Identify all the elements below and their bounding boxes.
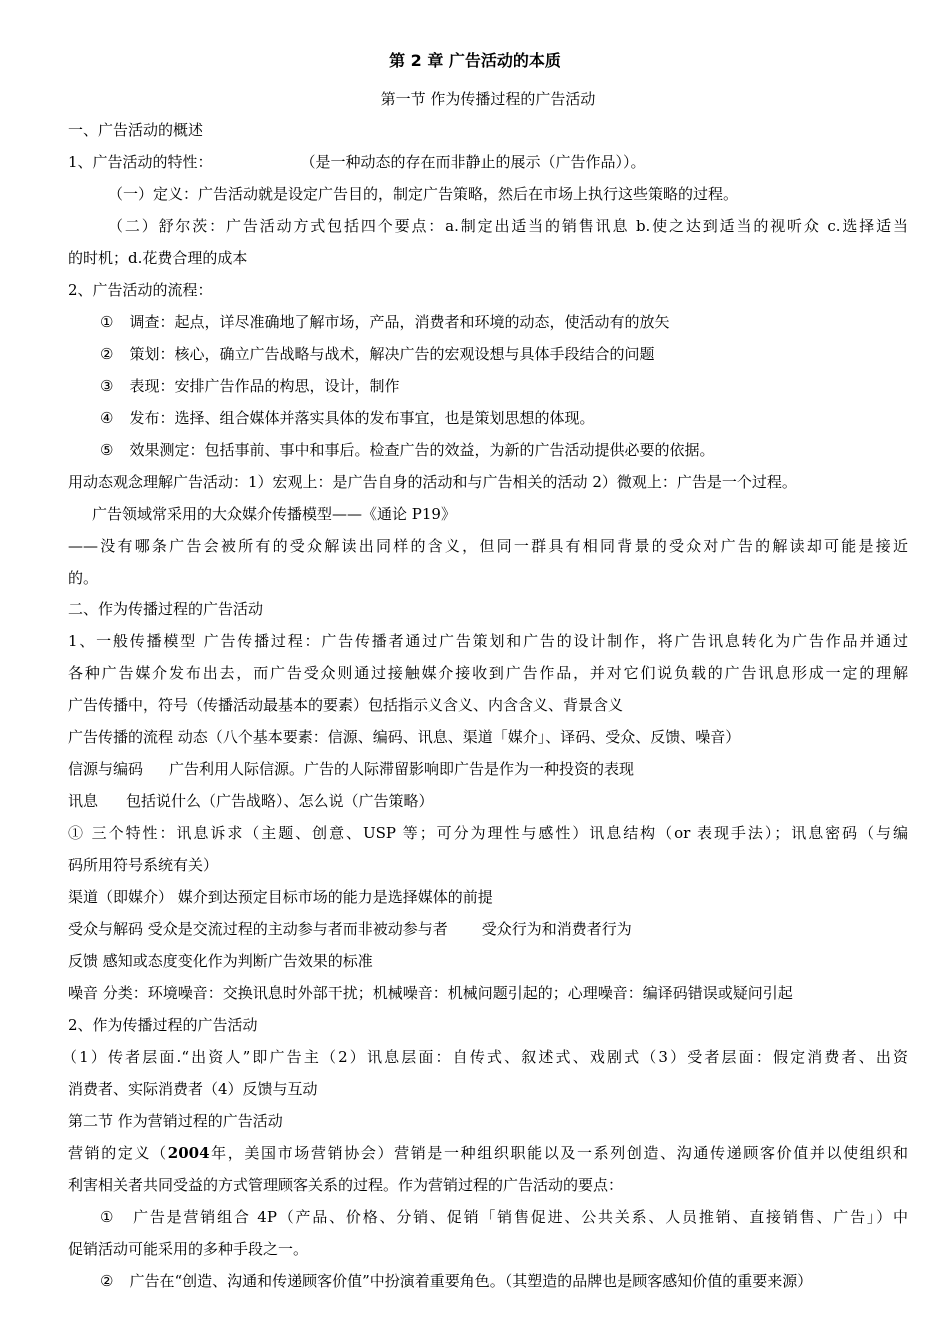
step-text: 策划：核心，确立广告战略与战术，解决广告的宏观设想与具体手段结合的问题	[129, 345, 655, 363]
definition-2-line-1: （二）舒尔茨：广告活动方式包括四个要点：a.制定出适当的销售讯息 b.使之达到适当的视听众 c.选择适当	[108, 217, 908, 235]
point-text: 广告在“创造、沟通和传递顾客价值”中扮演着重要角色。（其塑造的品牌也是顾客感知价值的重要来源）	[129, 1272, 813, 1290]
noise-line: 噪音 分类：环境噪音：交换讯息时外部干扰；机械噪音：机械问题引起的；心理噪音：编译码错误或疑问引起	[68, 984, 793, 1002]
section-heading-2: 第二节 作为营销过程的广告活动	[68, 1112, 283, 1130]
audience-line	[68, 919, 632, 939]
point-number: ①	[100, 1208, 116, 1226]
message-traits-line-2: 码所用符号系统有关）	[68, 856, 219, 874]
heading-communication-process: 2、作为传播过程的广告活动	[68, 1016, 258, 1034]
step-number: ④	[100, 409, 114, 427]
definition-2-line-2: 的时机；d.花费合理的成本	[68, 249, 248, 267]
step-text: 表现：安排广告作品的构思，设计，制作	[129, 377, 400, 395]
list-item	[100, 408, 594, 428]
heading-communication: 二、作为传播过程的广告活动	[68, 600, 264, 618]
message	[68, 791, 434, 811]
marketing-post: 年，美国市场营销协会）营销是一种组织职能以及一系列创造、沟通传递顾客价值并以使组织和	[209, 1144, 908, 1162]
list-item	[100, 344, 654, 364]
traits-label: 1、广告活动的特性：	[68, 153, 213, 171]
general-model-line-2: 各种广告媒介发布出去，而广告受众则通过接触媒介接收到广告作品，并对它们说负载的广告讯息形成一定的理解	[68, 664, 908, 682]
step-number: ②	[100, 345, 114, 363]
layers-line-1: （1）传者层面.“出资人”即广告主（2）讯息层面：自传式、叙述式、戏剧式（3）受者层面：假定消费者、出资	[62, 1048, 908, 1066]
feedback-line: 反馈 感知或态度变化作为判断广告效果的标准	[68, 952, 373, 970]
list-item	[100, 1271, 812, 1291]
audience-behavior: 受众行为和消费者行为	[481, 920, 632, 938]
marketing-year: 2004	[167, 1144, 210, 1162]
step-text: 效果测定：包括事前、事中和事后。检查广告的效益，为新的广告活动提供必要的依据。	[129, 441, 715, 459]
source-encoding	[68, 759, 634, 779]
list-item	[100, 1207, 908, 1227]
step-number: ③	[100, 377, 114, 395]
source-text: 广告利用人际信源。广告的人际滞留影响即广告是作为一种投资的表现	[169, 760, 635, 778]
traits-text: （是一种动态的存在而非静止的展示（广告作品））。	[300, 153, 646, 171]
chapter-title: 第 2 章 广告活动的本质	[389, 51, 561, 70]
step-text: 发布：选择、组合媒体并落实具体的发布事宜，也是策划思想的体现。	[129, 409, 595, 427]
point-text: 广告是营销组合 4P（产品、价格、分销、促销「销售促进、公共关系、人员推销、直接销售、广告」）中	[131, 1208, 908, 1226]
note-line-2: 的。	[68, 569, 99, 587]
section-heading-1: 第一节 作为传播过程的广告活动	[380, 90, 596, 108]
note-line-1: ——没有哪条广告会被所有的受众解读出同样的含义，但同一群具有相同背景的受众对广告的解读却可能是接近	[68, 537, 908, 555]
point-number: ②	[100, 1272, 114, 1290]
audience-text: 受众与解码 受众是交流过程的主动参与者而非被动参与者	[68, 920, 448, 938]
step-text: 调查：起点，详尽准确地了解市场，产品，消费者和环境的动态，使活动有的放矢	[129, 313, 670, 331]
definition-1: （一）定义：广告活动就是设定广告目的，制定广告策略，然后在市场上执行这些策略的过程。	[108, 185, 739, 203]
paragraph-traits	[68, 152, 646, 172]
list-item	[100, 312, 669, 332]
communication-flow: 广告传播的流程 动态（八个基本要素：信源、编码、讯息、渠道「媒介」、译码、受众、反馈、噪音）	[68, 728, 741, 746]
general-model-line-1: 1、一般传播模型 广告传播过程：广告传播者通过广告策划和广告的设计制作，将广告讯息转化为广告作品并通过	[68, 632, 908, 650]
dynamic-view: 用动态观念理解广告活动：1）宏观上：是广告自身的活动和与广告相关的活动 2）微观上：广告是一个过程。	[68, 473, 797, 491]
message-text: 包括说什么（广告战略）、怎么说（广告策略）	[126, 792, 434, 810]
source-label: 信源与编码	[68, 760, 144, 778]
heading-process: 2、广告活动的流程：	[68, 281, 213, 299]
marketing-pre: 营销的定义（	[68, 1144, 168, 1162]
list-item	[100, 376, 399, 396]
heading-overview: 一、广告活动的概述	[68, 121, 204, 139]
symbol-line: 广告传播中，符号（传播活动最基本的要素）包括指示义含义、内含含义、背景含义	[68, 696, 624, 714]
list-item	[100, 440, 714, 460]
message-traits-line-1: ① 三个特性：讯息诉求（主题、创意、USP 等；可分为理性与感性）讯息结构（or 表现手法）；讯息密码（与编	[68, 824, 908, 842]
step-number: ⑤	[100, 441, 114, 459]
marketing-definition-line-2: 利害相关者共同受益的方式管理顾客关系的过程。作为营销过程的广告活动的要点：	[68, 1176, 624, 1194]
channel-line: 渠道（即媒介） 媒介到达预定目标市场的能力是选择媒体的前提	[68, 888, 493, 906]
layers-line-2: 消费者、实际消费者（4）反馈与互动	[68, 1080, 318, 1098]
point-1-line-2: 促销活动可能采用的多种手段之一。	[68, 1240, 309, 1258]
media-model: 广告领域常采用的大众媒介传播模型——《通论 P19》	[92, 505, 456, 523]
marketing-definition-line-1	[68, 1143, 908, 1163]
message-label: 讯息	[68, 792, 99, 810]
step-number: ①	[100, 313, 114, 331]
